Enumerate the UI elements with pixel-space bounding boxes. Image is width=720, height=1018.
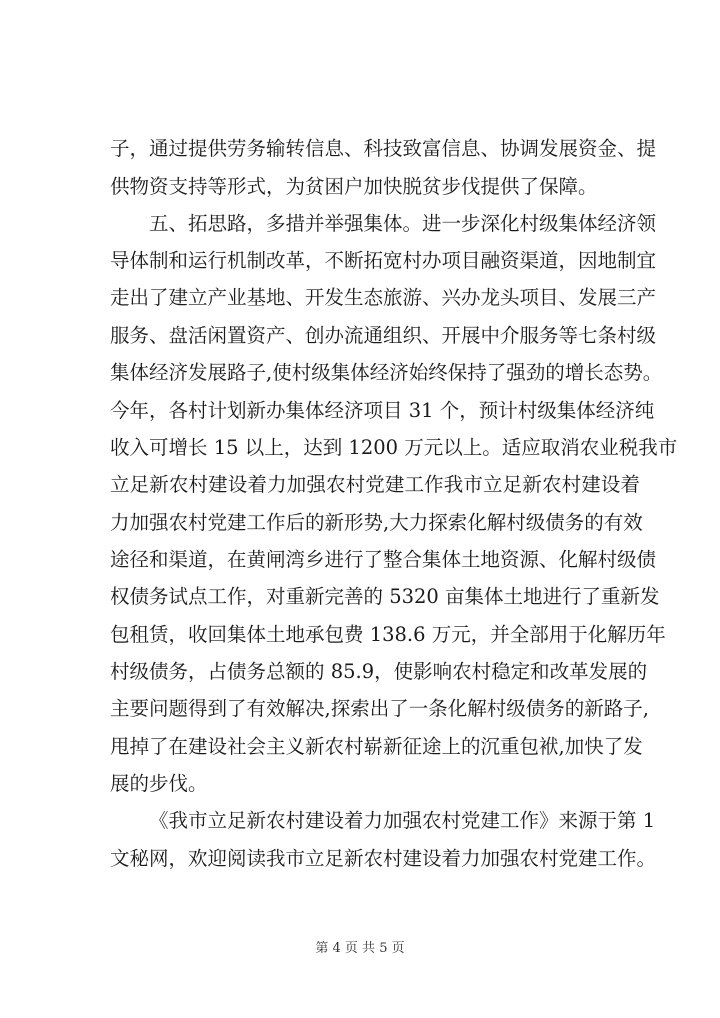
text-line: 包租赁，收回集体土地承包费 138.6 万元，并全部用于化解历年 xyxy=(110,623,666,646)
text-line: 今年，各村计划新办集体经济项目 31 个，预计村级集体经济纯 xyxy=(110,399,655,422)
text-line: 途径和渠道，在黄闸湾乡进行了整合集体土地资源、化解村级债 xyxy=(110,548,657,571)
text-line: 村级债务，占债务总额的 85.9，使影响农村稳定和改革发展的 xyxy=(110,660,648,683)
text-line: 文秘网，欢迎阅读我市立足新农村建设着力加强农村党建工作。 xyxy=(110,847,657,870)
text-line: 收入可增长 15 以上，达到 1200 万元以上。适应取消农业税我市 xyxy=(110,436,678,459)
text-line: 走出了建立产业基地、开发生态旅游、兴办龙头项目、发展三产 xyxy=(110,286,657,309)
text-line: 服务、盘活闲置资产、创办流通组织、开展中介服务等七条村级 xyxy=(110,324,657,347)
page-number-footer: 第 4 页 共 5 页 xyxy=(315,941,405,956)
text-line: 子，通过提供劳务输转信息、科技致富信息、协调发展资金、提 xyxy=(110,137,657,160)
text-line: 力加强农村党建工作后的新形势,大力探索化解村级债务的有效 xyxy=(110,511,643,534)
text-line: 集体经济发展路子,使村级集体经济始终保持了强劲的增长态势。 xyxy=(110,361,663,384)
text-line: 权债务试点工作，对重新完善的 5320 亩集体土地进行了重新发 xyxy=(110,585,660,608)
text-line: 展的步伐。 xyxy=(110,772,208,795)
text-line: 甩掉了在建设社会主义新农村崭新征途上的沉重包袱,加快了发 xyxy=(110,735,643,758)
text-line: 《我市立足新农村建设着力加强农村党建工作》来源于第 1 xyxy=(149,809,656,832)
text-line: 主要问题得到了有效解决,探索出了一条化解村级债务的新路子, xyxy=(110,697,649,720)
text-line: 五、拓思路，多措并举强集体。进一步深化村级集体经济领 xyxy=(149,212,657,235)
text-line: 供物资支持等形式，为贫困户加快脱贫步伐提供了保障。 xyxy=(110,175,598,198)
text-line: 立足新农村建设着力加强农村党建工作我市立足新农村建设着 xyxy=(110,473,640,496)
text-line: 导体制和运行机制改革，不断拓宽村办项目融资渠道，因地制宜 xyxy=(110,249,657,272)
